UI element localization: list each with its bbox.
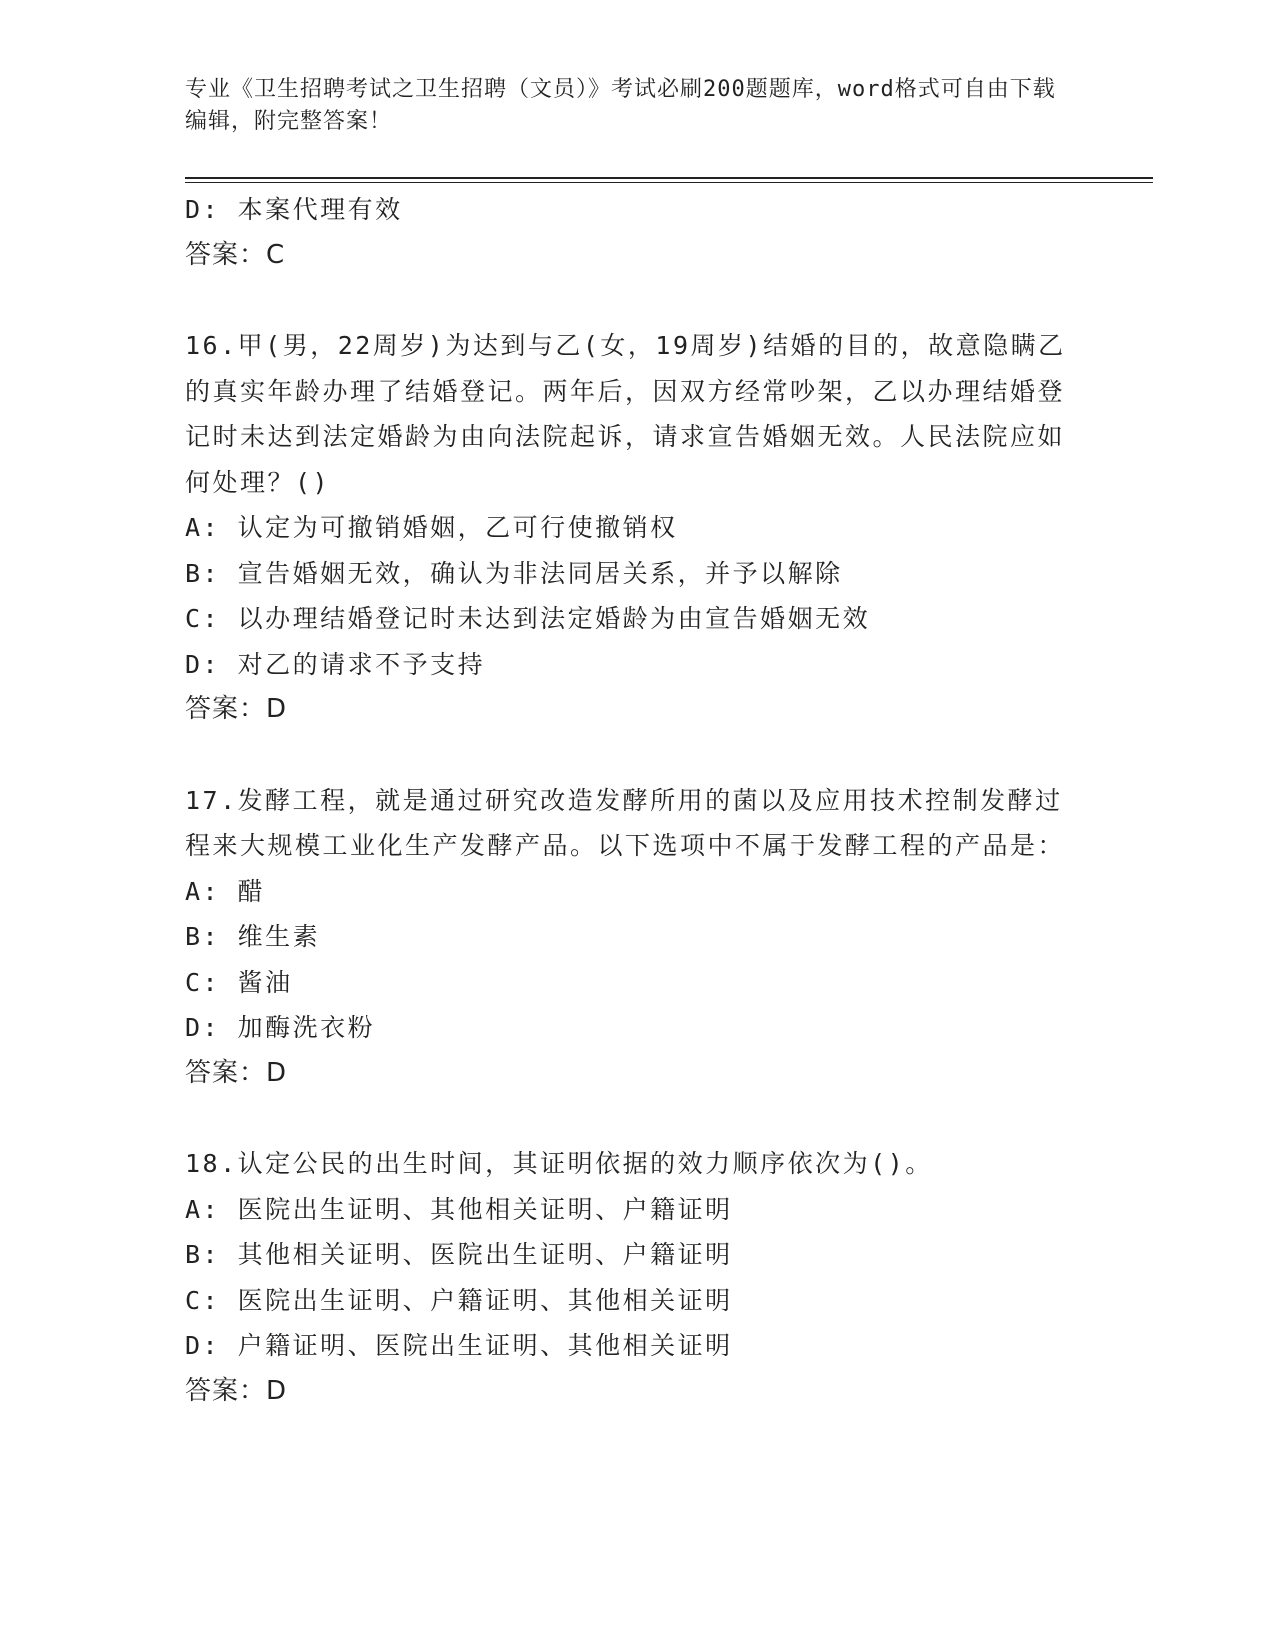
option-a: A: 醋: [185, 876, 266, 906]
carryover-answer: 答案：C: [185, 239, 286, 270]
answer: 答案：D: [185, 694, 288, 724]
spacer: [185, 1096, 1085, 1141]
answer: 答案：D: [185, 1057, 288, 1088]
option-c: C: 医院出生证明、户籍证明、其他相关证明: [185, 1285, 733, 1315]
question-text: 16.甲(男，22周岁)为达到与乙(女，19周岁)结婚的目的，故意隐瞒乙的真实年龄办理了结婚登记。两年后，因双方经常吵架，乙以办理结婚登记时未达到法定婚龄为由向法院起诉，请求宣告婚姻无效。人民法院应如何处理？(): [185, 331, 1066, 497]
document-header: [185, 74, 1075, 138]
header-rule-thick: [185, 177, 1153, 179]
spacer: [185, 278, 1085, 323]
carryover-option-d: D: 本案代理有效: [185, 195, 403, 224]
question-17: [185, 778, 1085, 1097]
document-body: [185, 187, 1085, 1414]
question-18: [185, 1141, 1085, 1414]
option-c: C: 酱油: [185, 967, 293, 997]
spacer: [185, 733, 1085, 778]
option-d: D: 加酶洗衣粉: [185, 1013, 376, 1042]
option-c: C: 以办理结婚登记时未达到法定婚龄为由宣告婚姻无效: [185, 604, 871, 633]
question-text: 17.发酵工程，就是通过研究改造发酵所用的菌以及应用技术控制发酵过程来大规模工业化生产发酵产品。以下选项中不属于发酵工程的产品是：: [185, 785, 1066, 860]
answer: 答案：D: [185, 1375, 288, 1406]
question-16: [185, 323, 1085, 733]
option-d: D: 对乙的请求不予支持: [185, 649, 486, 679]
option-a: A: 认定为可撤销婚姻，乙可行使撤销权: [185, 513, 678, 542]
header-rule-thin: [185, 182, 1153, 183]
option-d: D: 户籍证明、医院出生证明、其他相关证明: [185, 1331, 733, 1360]
option-b: B: 维生素: [185, 922, 321, 951]
header-title: 专业《卫生招聘考试之卫生招聘（文员）》考试必刷200题题库，word格式可自由下载编辑，附完整答案！: [185, 77, 1056, 134]
option-a: A: 医院出生证明、其他相关证明、户籍证明: [185, 1194, 733, 1224]
option-b: B: 宣告婚姻无效，确认为非法同居关系，并予以解除: [185, 558, 843, 588]
option-b: B: 其他相关证明、医院出生证明、户籍证明: [185, 1240, 733, 1269]
question-text: 18.认定公民的出生时间，其证明依据的效力顺序依次为()。: [185, 1149, 933, 1178]
